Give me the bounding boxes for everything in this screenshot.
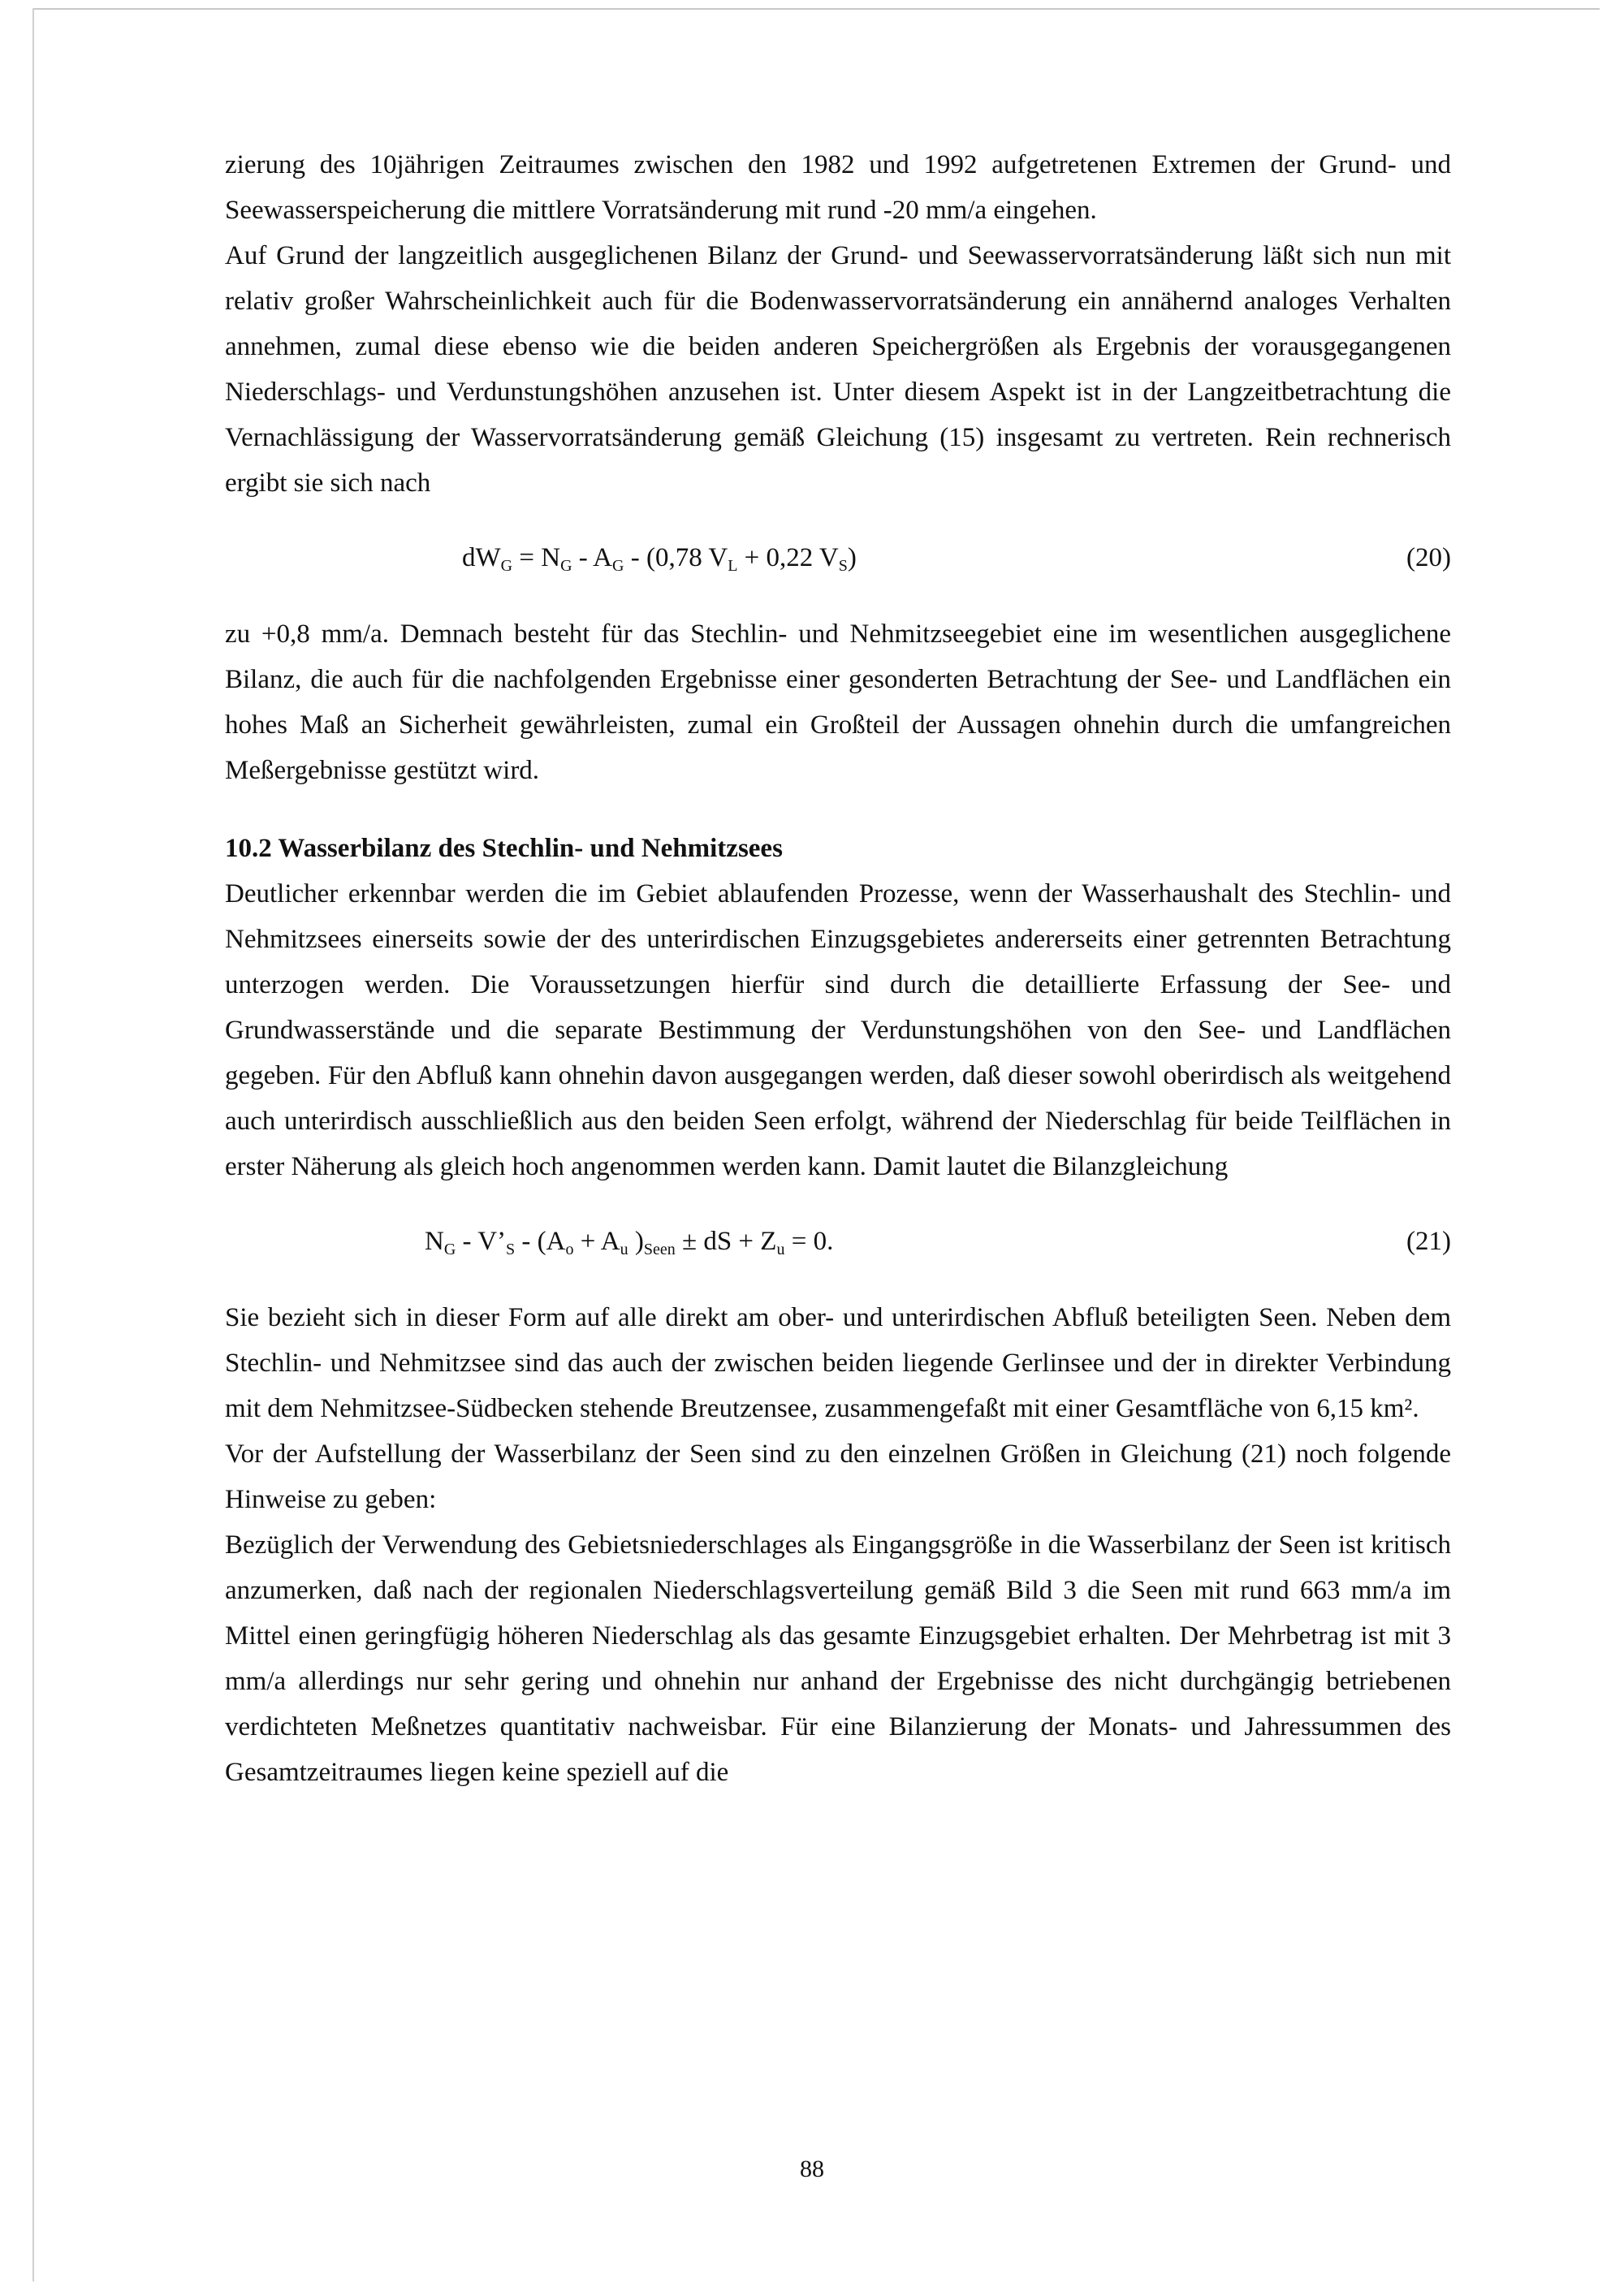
scan-border-top xyxy=(32,8,1600,10)
equation-21-number: (21) xyxy=(1406,1227,1451,1256)
document-page xyxy=(225,142,1451,1795)
equation-21-formula: $N_G$ - $V’_S - (A_o + A_u$ )$_{Seen}$ ± dS + $Z_u = 0$. xyxy=(425,1227,834,1258)
equation-20-formula: $dW_G = N_G - A_G - (0,78$ $V_L + 0,22$ $V_S$) xyxy=(462,543,857,575)
paragraph-7: Bezüglich der Verwendung des Gebietsniederschlages als Eingangsgröße in die Wasserbilanz der Seen ist kritisch anzumerken, daß nach der regionalen Niederschlagsverteilung gemäß Bild 3 die Seen mit rund 663 mm/a im Mittel einen geringfügig höheren Niederschlag als das gesamte Einzugsgebiet erhalten. Der Mehrbetrag ist mit 3 mm/a allerdings nur sehr gering und ohnehin nur anhand der Ergebnisse des nicht durchgängig betriebenen verdichteten Meßnetzes quantitativ nachweisbar. Für eine Bilanzierung der Monats- und Jahressummen des Gesamtzeitraumes liegen keine speziell auf die xyxy=(225,1530,1451,1787)
equation-20 xyxy=(225,535,1451,580)
paragraph-3: zu +0,8 mm/a. Demnach besteht für das Stechlin- und Nehmitzseegebiet eine im wesentlichen ausgeglichene Bilanz, die auch für die nachfolgenden Ergebnisse einer gesonderten Betrachtung der See- und Landflächen ein hohes Maß an Sicherheit gewährleisten, zumal ein Großteil der Aussagen ohnehin durch die umfangreichen Meßergebnisse gestützt wird. xyxy=(225,619,1451,785)
equation-20-number: (20) xyxy=(1406,543,1451,572)
scan-border-left xyxy=(32,8,34,2281)
paragraph-4: Deutlicher erkennbar werden die im Gebiet ablaufenden Prozesse, wenn der Wasserhaushalt des Stechlin- und Nehmitzsees einerseits sowie der des unterirdischen Einzugsgebietes andererseits einer getrennten Betrachtung unterzogen werden. Die Voraussetzungen hierfür sind durch die detaillierte Erfassung der See- und Grundwasserstände und die separate Bestimmung der Verdunstungshöhen von den See- und Landflächen gegeben. Für den Abfluß kann ohnehin davon ausgegangen werden, daß dieser sowohl oberirdisch als weitgehend auch unterirdisch ausschließlich aus den beiden Seen erfolgt, während der Niederschlag für beide Teilflächen in erster Näherung als gleich hoch angenommen werden kann. Damit lautet die Bilanzgleichung xyxy=(225,879,1451,1181)
paragraph-5: Sie bezieht sich in dieser Form auf alle direkt am ober- und unterirdischen Abfluß beteiligten Seen. Neben dem Stechlin- und Nehmitzsee sind das auch der zwischen beiden liegende Gerlinsee und der in direkter Verbindung mit dem Nehmitzsee-Südbecken stehende Breutzensee, zusammengefaßt mit einer Gesamtfläche von 6,15 km². xyxy=(225,1303,1451,1423)
section-heading: 10.2 Wasserbilanz des Stechlin- und Nehmitzsees xyxy=(225,834,783,863)
paragraph-1: zierung des 10jährigen Zeitraumes zwischen den 1982 und 1992 aufgetretenen Extremen der Grund- und Seewasserspeicherung die mittlere Vorratsänderung mit rund -20 mm/a eingehen. xyxy=(225,150,1451,225)
paragraph-2: Auf Grund der langzeitlich ausgeglichenen Bilanz der Grund- und Seewasservorratsänderung läßt sich nun mit relativ großer Wahrscheinlichkeit auch für die Bodenwasservorratsänderung ein annähernd analoges Verhalten annehmen, zumal diese ebenso wie die beiden anderen Speichergrößen als Ergebnis der vorausgegangenen Niederschlags- und Verdunstungshöhen anzusehen ist. Unter diesem Aspekt ist in der Langzeitbetrachtung die Vernachlässigung der Wasservorratsänderung gemäß Gleichung (15) insgesamt zu vertreten. Rein rechnerisch ergibt sie sich nach xyxy=(225,241,1451,498)
paragraph-6: Vor der Aufstellung der Wasserbilanz der Seen sind zu den einzelnen Größen in Gleichung (21) noch folgende Hinweise zu geben: xyxy=(225,1439,1451,1514)
page-number: 88 xyxy=(800,2156,824,2182)
equation-21 xyxy=(225,1219,1451,1264)
